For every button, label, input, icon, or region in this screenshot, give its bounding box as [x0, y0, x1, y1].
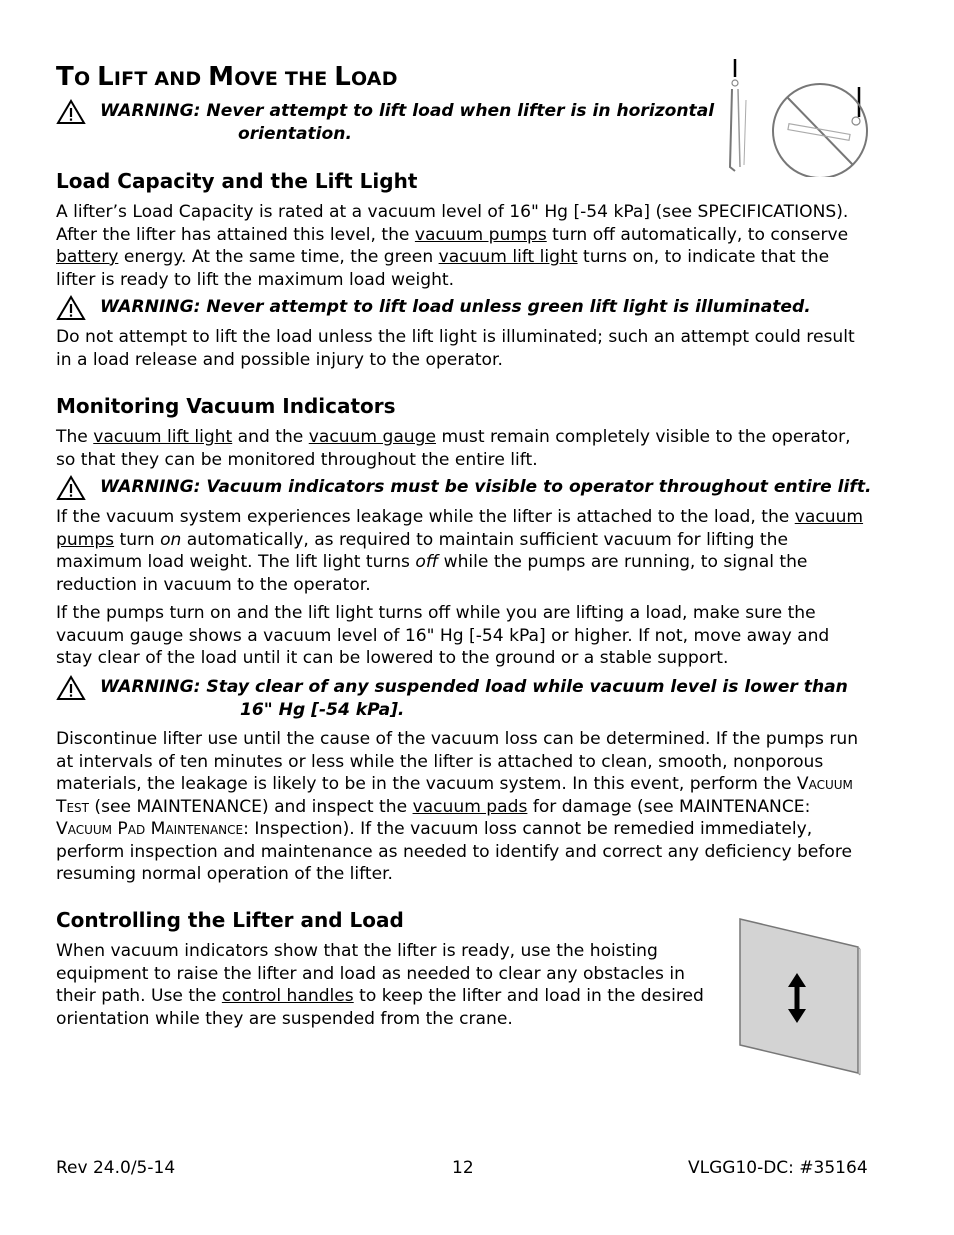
- paragraph-controlling: When vacuum indicators show that the lifter is ready, use the hoisting equipment to raise the lifter and load as needed to clear any obstacles in their path. Use the control handles to keep the lifter and load in the desired orientation while they are suspended from the crane.: [56, 941, 704, 1029]
- footer-revision: Rev 24.0/5-14: [56, 1158, 176, 1178]
- section-heading-load-capacity: Load Capacity and the Lift Light: [56, 169, 418, 193]
- link-vacuum-lift-light[interactable]: vacuum lift light: [438, 247, 578, 267]
- link-vacuum-pumps[interactable]: vacuum pumps: [56, 507, 864, 550]
- warning-text-cont: 16" Hg [-54 kPa].: [240, 700, 405, 720]
- link-control-handles[interactable]: control handles: [221, 986, 354, 1006]
- warning-suspended-load: [56, 676, 876, 724]
- warning-vacuum-indicators: [56, 476, 876, 502]
- no-horizontal-lift-illustration: [722, 55, 870, 177]
- warning-text-cont: orientation.: [238, 124, 352, 144]
- warning-text: WARNING: Stay clear of any suspended load while vacuum level is lower than: [100, 677, 848, 697]
- warning-triangle-icon: [56, 675, 86, 701]
- vertical-lift-illustration: [736, 915, 864, 1079]
- section-heading-monitoring: Monitoring Vacuum Indicators: [56, 394, 396, 418]
- page-title: TO LIFT AND MOVE THE LOAD: [56, 62, 398, 92]
- footer-page-number: 12: [452, 1158, 474, 1178]
- paragraph-leakage: If the vacuum system experiences leakage while the lifter is attached to the load, the vacuum pumps turn on automatically, as required to maintain sufficient vacuum for lifting the maximum load weight. The lift light turns off while the pumps are running, to signal the reduction in vacuum to the operator.: [56, 507, 864, 595]
- link-vacuum-pumps[interactable]: vacuum pumps: [414, 224, 547, 245]
- section-heading-controlling: Controlling the Lifter and Load: [56, 908, 404, 932]
- paragraph-discontinue: Discontinue lifter use until the cause of the vacuum loss can be determined. If the pumps run at intervals of ten minutes or less while the lifter is attached to clean, smooth, nonporous materials, the leakage is likely to be in the vacuum system. In this event, perform the Vacuum Test (see MAINTENANCE) and inspect the vacuum pads for damage (see MAINTENANCE: Vacuum Pad Maintenance: Inspection). If the vacuum loss cannot be remedied immediately, perform inspection and maintenance as needed to identify and correct any deficiency before resuming normal operation of the lifter.: [56, 729, 859, 884]
- link-vacuum-pads[interactable]: vacuum pads: [412, 796, 528, 817]
- warning-text: WARNING: Never attempt to lift load unless green lift light is illuminated.: [100, 297, 811, 317]
- paragraph-lift-light: Do not attempt to lift the load unless the lift light is illuminated; such an attempt could result in a load release and possible injury to the operator.: [56, 327, 855, 370]
- footer-model: VLGG10-DC: #35164: [688, 1158, 868, 1178]
- paragraph-load-capacity: A lifter’s Load Capacity is rated at a vacuum level of 16" Hg [-54 kPa] (see SPECIFICATIONS). After the lifter has attained this level, the vacuum pumps turn off automatically, to conserve battery energy. At the same time, the green vacuum lift light turns on, to indicate that the lifter is ready to lift the maximum load weight.: [56, 202, 849, 290]
- warning-triangle-icon: [56, 99, 86, 125]
- warning-text: WARNING: Vacuum indicators must be visible to operator throughout entire lift.: [100, 477, 872, 497]
- warning-green-light: [56, 296, 876, 322]
- link-vacuum-lift-light[interactable]: vacuum lift light: [93, 427, 233, 447]
- link-battery[interactable]: battery: [56, 247, 119, 267]
- paragraph-pumps-on: If the pumps turn on and the lift light turns off while you are lifting a load, make sure the vacuum gauge shows a vacuum level of 16" Hg [-54 kPa] or higher. If not, move away and stay clear of the load until it can be lowered to the ground or a stable support.: [56, 603, 830, 668]
- warning-triangle-icon: [56, 295, 86, 321]
- warning-triangle-icon: [56, 475, 86, 501]
- warning-text: WARNING: Never attempt to lift load when lifter is in horizontal: [100, 101, 715, 121]
- link-vacuum-gauge[interactable]: vacuum gauge: [308, 427, 437, 447]
- paragraph-monitoring: The vacuum lift light and the vacuum gauge must remain completely visible to the operator, so that they can be monitored throughout the entire lift.: [56, 427, 851, 470]
